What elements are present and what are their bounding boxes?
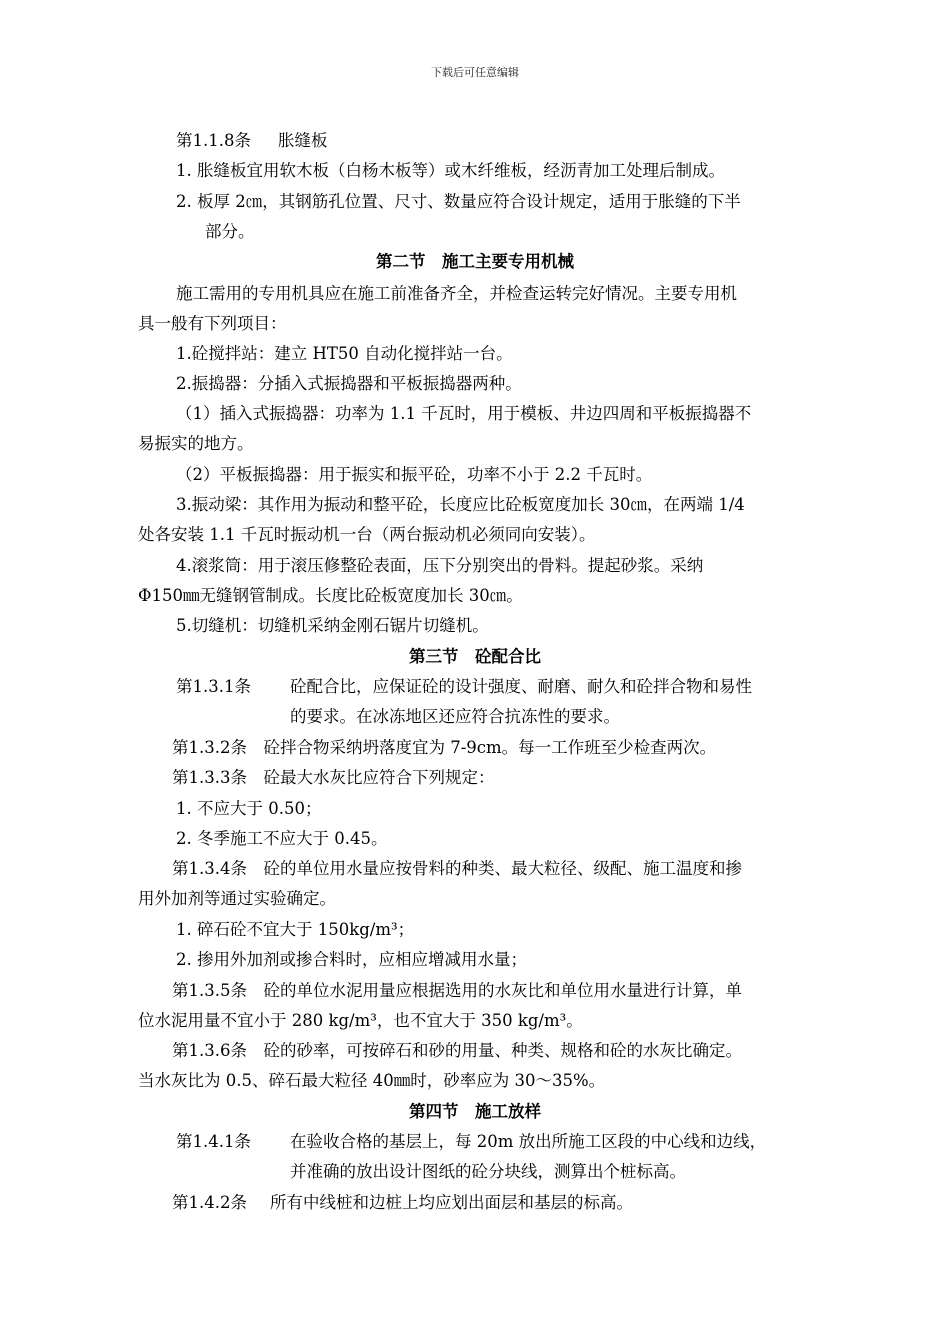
page-header: 下载后可任意编辑 bbox=[431, 66, 519, 79]
paragraph-line: 施工需用的专用机具应在施工前准备齐全，并检查运转完好情况。主要专用机 bbox=[176, 284, 737, 303]
paragraph-line: 3.振动梁：其作用为振动和整平砼，长度应比砼板宽度加长 30㎝，在两端 1/4 bbox=[176, 495, 745, 514]
article-label: 第1.4.1条 bbox=[176, 1132, 251, 1151]
paragraph-line: （2）平板振捣器：用于振实和振平砼，功率不小于 2.2 千瓦时。 bbox=[176, 465, 653, 484]
section-title: 第三节 砼配合比 bbox=[409, 647, 541, 666]
paragraph-line: （1）插入式振捣器：功率为 1.1 千瓦时，用于模板、井边四周和平板振捣器不 bbox=[176, 404, 752, 423]
paragraph-line: 用外加剂等通过实验确定。 bbox=[138, 889, 336, 908]
paragraph-line: 4.滚浆筒：用于滚压修整砼表面，压下分别突出的骨料。提起砂浆。采纳 bbox=[176, 556, 704, 575]
article-heading bbox=[176, 677, 752, 697]
paragraph-line: 5.切缝机：切缝机采纳金刚石锯片切缝机。 bbox=[176, 616, 489, 635]
article-text: 砼配合比，应保证砼的设计强度、耐磨、耐久和砼拌合物和易性 bbox=[290, 677, 752, 696]
article-title: 胀缝板 bbox=[278, 131, 328, 150]
paragraph-line: 1.砼搅拌站：建立 HT50 自动化搅拌站一台。 bbox=[176, 344, 513, 363]
article-text-continued: 并准确的放出设计图纸的砼分块线，测算出个桩标高。 bbox=[290, 1162, 686, 1181]
paragraph-line: Φ150㎜无缝钢管制成。长度比砼板宽度加长 30㎝。 bbox=[138, 586, 523, 605]
list-item: 1. 胀缝板宜用软木板（白杨木板等）或木纤维板，经沥青加工处理后制成。 bbox=[176, 161, 725, 180]
paragraph-line: 当水灰比为 0.5、碎石最大粒径 40㎜时，砂率应为 30～35%。 bbox=[138, 1071, 606, 1090]
article-label: 第1.4.2条 bbox=[172, 1193, 247, 1212]
article-label: 第1.1.8条 bbox=[176, 131, 251, 150]
article-text-continued: 的要求。在冰冻地区还应符合抗冻性的要求。 bbox=[290, 707, 620, 726]
list-item-continued: 部分。 bbox=[205, 222, 255, 241]
article-text: 所有中线桩和边桩上均应划出面层和基层的标高。 bbox=[270, 1193, 633, 1212]
article-heading bbox=[176, 1132, 766, 1152]
paragraph-line: 具一般有下列项目： bbox=[138, 314, 287, 333]
article-heading bbox=[172, 1193, 633, 1213]
paragraph-line: 1. 不应大于 0.50； bbox=[176, 799, 322, 818]
paragraph-line: 2. 冬季施工不应大于 0.45。 bbox=[176, 829, 388, 848]
article-label: 第1.3.1条 bbox=[176, 677, 251, 696]
paragraph-line: 第1.3.5条 砼的单位水泥用量应根据选用的水灰比和单位用水量进行计算，单 bbox=[172, 981, 742, 1000]
paragraph-line: 2.振捣器：分插入式振捣器和平板振捣器两种。 bbox=[176, 374, 522, 393]
paragraph-line: 处各安装 1.1 千瓦时振动机一台（两台振动机必须同向安装）。 bbox=[138, 525, 596, 544]
article-text: 在验收合格的基层上，每 20m 放出所施工区段的中心线和边线， bbox=[290, 1132, 767, 1151]
section-title: 第二节 施工主要专用机械 bbox=[376, 252, 574, 271]
paragraph-line: 第1.3.2条 砼拌合物采纳坍落度宜为 7-9cm。每一工作班至少检查两次。 bbox=[172, 738, 717, 757]
section-title: 第四节 施工放样 bbox=[409, 1102, 541, 1121]
paragraph-line: 位水泥用量不宜小于 280 kg/m³，也不宜大于 350 kg/m³。 bbox=[138, 1011, 583, 1030]
paragraph-line: 易振实的地方。 bbox=[138, 434, 254, 453]
paragraph-line: 2. 掺用外加剂或掺合料时，应相应增减用水量； bbox=[176, 950, 527, 969]
paragraph-line: 第1.3.6条 砼的砂率，可按碎石和砂的用量、种类、规格和砼的水灰比确定。 bbox=[172, 1041, 742, 1060]
paragraph-line: 第1.3.3条 砼最大水灰比应符合下列规定： bbox=[172, 768, 495, 787]
list-item: 2. 板厚 2㎝，其钢筋孔位置、尺寸、数量应符合设计规定，适用于胀缝的下半 bbox=[176, 192, 741, 211]
paragraph-line: 第1.3.4条 砼的单位用水量应按骨料的种类、最大粒径、级配、施工温度和掺 bbox=[172, 859, 742, 878]
paragraph-line: 1. 碎石砼不宜大于 150kg/m³； bbox=[176, 920, 415, 939]
article-heading bbox=[176, 131, 328, 151]
